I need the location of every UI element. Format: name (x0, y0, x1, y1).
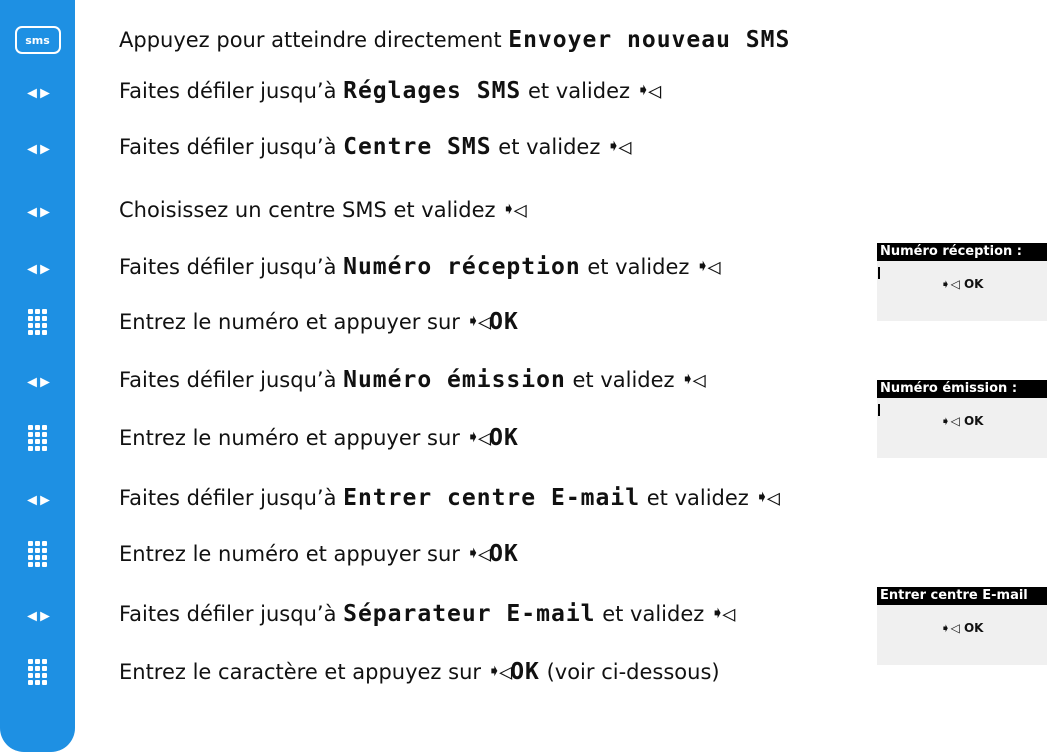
lcd-text: OK (489, 309, 519, 335)
screen-ok-label: ➧◁ OK (940, 621, 984, 635)
ok-key-icon: ➧◁ (710, 602, 734, 627)
navigation-key-icon: ◂▸ (24, 252, 51, 282)
screen-title: Numéro émission : (877, 380, 1047, 398)
lcd-text: Centre SMS (343, 134, 492, 160)
step-8: Entrez le numéro et appuyer sur ➧◁OK (119, 425, 519, 451)
step-5: Faites défiler jusqu’à Numéro réception et validez ➧◁ (119, 254, 719, 280)
keypad-key (0, 652, 75, 692)
lcd-text: OK (510, 659, 540, 685)
screen-title: Entrer centre E-mail (877, 587, 1047, 605)
keypad-icon (28, 309, 47, 335)
navigation-key-icon: ◂▸ (24, 599, 51, 629)
ok-key-icon: ➧◁ (681, 368, 704, 393)
keypad-key (0, 418, 75, 458)
screen-title: Numéro réception : (877, 243, 1047, 261)
keypad-key (0, 302, 75, 342)
ok-key-icon: ➧◁ (755, 486, 778, 511)
nav-key (0, 247, 75, 287)
ok-key-icon: ➧◁ (607, 135, 630, 160)
step-12: Entrez le caractère et appuyez sur ➧◁OK (voir ci-dessous) (119, 659, 720, 685)
ok-key-icon: ➧◁ (466, 542, 490, 567)
keypad-icon (28, 659, 47, 685)
phone-screen-emission (877, 380, 1047, 458)
keypad-key (0, 534, 75, 574)
nav-key (0, 360, 75, 400)
navigation-key-icon: ◂▸ (24, 483, 51, 513)
lcd-text: Numéro émission (343, 367, 566, 393)
ok-key-icon: ➧◁ (466, 426, 490, 451)
sms-key-icon: sms (15, 26, 61, 54)
phone-screen-reception (877, 243, 1047, 321)
ok-key-icon: ➧◁ (502, 198, 525, 223)
navigation-key-icon: ◂▸ (24, 365, 51, 395)
sms-key (0, 20, 75, 60)
ok-key-icon: ➧◁ (487, 660, 511, 685)
step-1: Appuyez pour atteindre directement Envoyer nouveau SMS (119, 27, 791, 53)
step-10: Entrez le numéro et appuyer sur ➧◁OK (119, 541, 519, 567)
step-9: Faites défiler jusqu’à Entrer centre E-mail et validez ➧◁ (119, 485, 778, 511)
step-11: Faites défiler jusqu’à Séparateur E-mail et validez ➧◁ (119, 601, 734, 627)
ok-key-icon: ➧◁ (636, 79, 660, 104)
screen-ok-label: ➧◁ OK (940, 414, 984, 428)
lcd-text: OK (489, 541, 519, 567)
phone-screen-email-centre (877, 587, 1047, 665)
nav-key (0, 190, 75, 230)
lcd-text: Réglages SMS (343, 78, 522, 104)
keypad-icon (28, 425, 47, 451)
navigation-key-icon: ◂▸ (24, 195, 51, 225)
lcd-text: Envoyer nouveau SMS (508, 27, 791, 53)
lcd-text: Numéro réception (343, 254, 581, 280)
lcd-text: Entrer centre E-mail (343, 485, 641, 511)
nav-key (0, 127, 75, 167)
screen-ok-label: ➧◁ OK (940, 277, 984, 291)
step-7: Faites défiler jusqu’à Numéro émission et validez ➧◁ (119, 367, 704, 393)
navigation-key-icon: ◂▸ (24, 76, 51, 106)
lcd-text: Séparateur E-mail (343, 601, 596, 627)
step-6: Entrez le numéro et appuyer sur ➧◁OK (119, 309, 519, 335)
nav-key (0, 71, 75, 111)
step-4: Choisissez un centre SMS et validez ➧◁ (119, 198, 525, 223)
nav-key (0, 478, 75, 518)
step-3: Faites défiler jusqu’à Centre SMS et validez ➧◁ (119, 134, 630, 160)
ok-key-icon: ➧◁ (466, 310, 490, 335)
lcd-text: OK (489, 425, 519, 451)
key-sidebar (0, 0, 75, 752)
keypad-icon (28, 541, 47, 567)
navigation-key-icon: ◂▸ (24, 132, 51, 162)
step-2: Faites défiler jusqu’à Réglages SMS et validez ➧◁ (119, 78, 660, 104)
ok-key-icon: ➧◁ (696, 255, 719, 280)
nav-key (0, 594, 75, 634)
